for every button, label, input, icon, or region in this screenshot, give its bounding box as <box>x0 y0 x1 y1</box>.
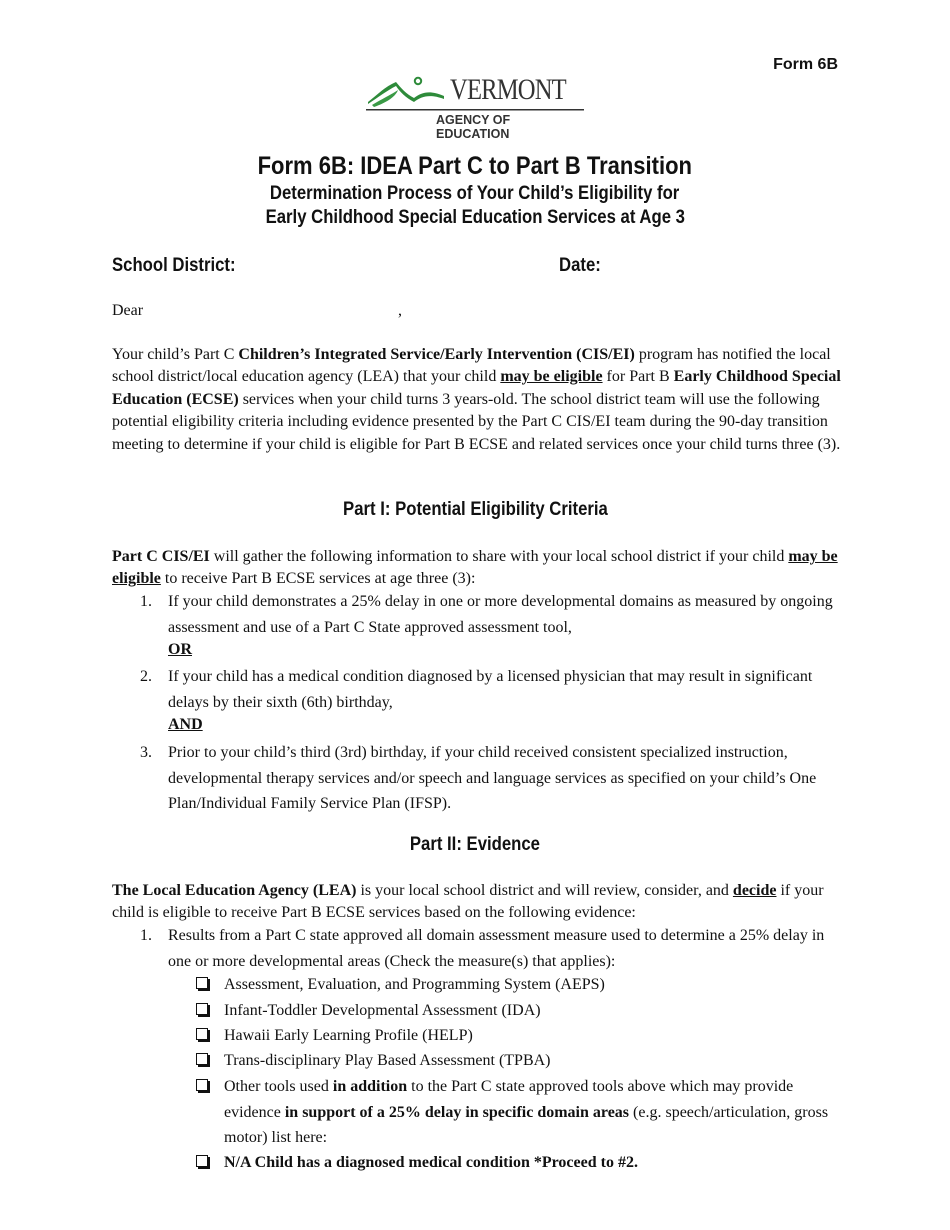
checkbox-aeps[interactable] <box>196 972 836 998</box>
salutation-comma: , <box>398 302 402 319</box>
evidence-item <box>112 923 842 974</box>
vermont-agency-logo <box>366 72 586 141</box>
part1-lead-paragraph: Part C CIS/EI will gather the following information to share with your local school district if your child may be eligible to receive Part B ECSE services at age three (3): <box>112 548 838 588</box>
criteria-item <box>112 740 842 817</box>
evidence-item-text: Results from a Part C state approved all domain assessment measure used to determine a 25% delay in one or more developmental areas (Check the measure(s) that applies): <box>168 927 825 970</box>
checkbox-label: Infant-Toddler Developmental Assessment (IDA) <box>224 1002 541 1019</box>
and-connector: AND <box>168 716 203 733</box>
checkbox-na-medical[interactable] <box>196 1150 836 1176</box>
logo-rule <box>366 109 586 112</box>
part2-lead-paragraph: The Local Education Agency (LEA) is your local school district and will review, consider, and decide if your child is eligible to receive Part B ECSE services based on the following evidence: <box>112 882 824 922</box>
page-subtitle-line-1: Determination Process of Your Child’s Eligibility for <box>270 183 680 204</box>
criteria-item <box>112 664 842 715</box>
date-label: Date: <box>559 255 601 276</box>
checkbox-icon[interactable] <box>196 977 208 989</box>
checkbox-icon[interactable] <box>196 1079 208 1091</box>
school-district-label: School District: <box>112 255 236 276</box>
checkbox-label: Hawaii Early Learning Profile (HELP) <box>224 1027 473 1044</box>
criteria-item-number: 1. <box>140 593 152 610</box>
checkbox-other-tools[interactable] <box>196 1074 836 1151</box>
page-subtitle-line-2: Early Childhood Special Education Services at Age 3 <box>265 207 685 228</box>
checkbox-label: Trans-disciplinary Play Based Assessment (TPBA) <box>224 1052 551 1069</box>
or-connector: OR <box>168 641 192 658</box>
evidence-item-number: 1. <box>140 927 152 944</box>
title-block <box>0 150 950 230</box>
criteria-item-text: Prior to your child’s third (3rd) birthday, if your child received consistent specialized instruction, developmental therapy services and/or speech and language services as specified on your child’s One Plan/Individual Family Service Plan (IFSP). <box>168 744 817 812</box>
checkbox-icon[interactable] <box>196 1003 208 1015</box>
salutation-label: Dear <box>112 302 144 319</box>
logo-wordmark: VERMONT <box>450 73 566 106</box>
checkbox-ida[interactable] <box>196 998 836 1024</box>
checkbox-label: N/A Child has a diagnosed medical condition *Proceed to #2. <box>224 1154 638 1171</box>
logo-agency-text: AGENCY OF EDUCATION <box>436 113 511 141</box>
checkbox-help[interactable] <box>196 1023 836 1049</box>
checkbox-tpba[interactable] <box>196 1048 836 1074</box>
criteria-item-number: 3. <box>140 744 152 761</box>
criteria-item-text: If your child has a medical condition diagnosed by a licensed physician that may result in significant delays by their sixth (6th) birthday, <box>168 668 813 711</box>
checkbox-icon[interactable] <box>196 1155 208 1167</box>
checkbox-label: Assessment, Evaluation, and Programming System (AEPS) <box>224 976 605 993</box>
criteria-item <box>112 589 842 640</box>
criteria-item-number: 2. <box>140 668 152 685</box>
part2-heading: Part II: Evidence <box>409 834 541 855</box>
checkbox-label: Other tools used in addition to the Part C state approved tools above which may provide evidence in support of a 25% delay in specific domain areas (e.g. speech/articulation, gross motor) list here: <box>224 1078 829 1146</box>
form-id-label: Form 6B <box>773 56 838 73</box>
intro-paragraph: Your child’s Part C Children’s Integrated Service/Early Intervention (CIS/EI) program has notified the local school district/local education agency (LEA) that your child may be eligible for Part B Early Childhood Special Education (ECSE) services when your child turns 3 years-old. The school district team will use the following potential eligibility criteria including evidence presented by the Part C CIS/EI team during the 90-day transition meeting to determine if your child is eligible for Part B ECSE and related services once your child turns three (3). <box>112 346 841 453</box>
criteria-item-text: If your child demonstrates a 25% delay in one or more developmental domains as measured by ongoing assessment and use of a Part C State approved assessment tool, <box>168 593 833 636</box>
part1-heading: Part I: Potential Eligibility Criteria <box>342 499 608 520</box>
page-title: Form 6B: IDEA Part C to Part B Transition <box>257 152 693 180</box>
checkbox-icon[interactable] <box>196 1028 208 1040</box>
vermont-mountain-logo-icon <box>366 72 456 112</box>
checkbox-icon[interactable] <box>196 1053 208 1065</box>
